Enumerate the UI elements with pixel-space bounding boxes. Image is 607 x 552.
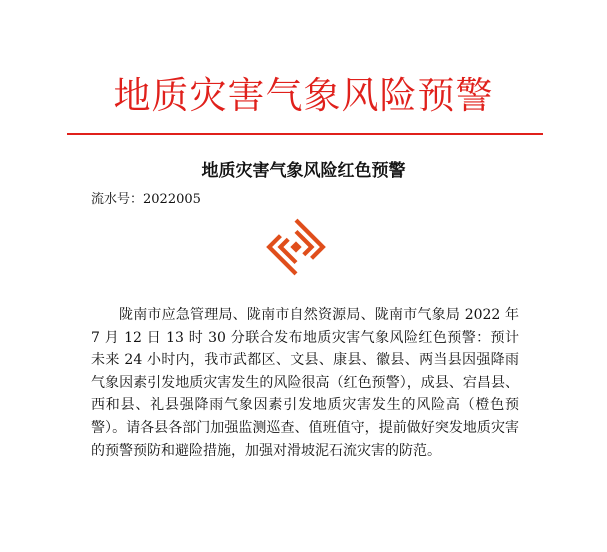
serial-number: 2022005 [143, 192, 201, 207]
emblem-icon-graphic [266, 217, 326, 277]
serial-label: 流水号： [91, 192, 144, 207]
red-divider-rule [67, 133, 543, 135]
emblem-icon [266, 217, 326, 277]
serial-number-line [91, 190, 201, 210]
warning-body-paragraph: 陇南市应急管理局、陇南市自然资源局、陇南市气象局 2022 年 7 月 12 日 13 时 30 分联合发布地质灾害气象风险红色预警：预计未来 24 小时内，我市武都区、文县、康县、徽县、两当县因强降雨气象因素引发地质灾害发生的风险很高（红色预警），成县、宕昌县、西和县、礼县强降雨气象因素引发地质灾害发生的风险高（橙色预警）。请各县各部门加强监测巡查、值班值守，提前做好突发地质灾害的预警预防和避险措施，加强对滑坡泥石流灾害的防范。 [91, 307, 519, 459]
masthead-title: 地质灾害气象风险预警 [113, 74, 494, 117]
document-title: 地质灾害气象风险红色预警 [201, 161, 406, 181]
